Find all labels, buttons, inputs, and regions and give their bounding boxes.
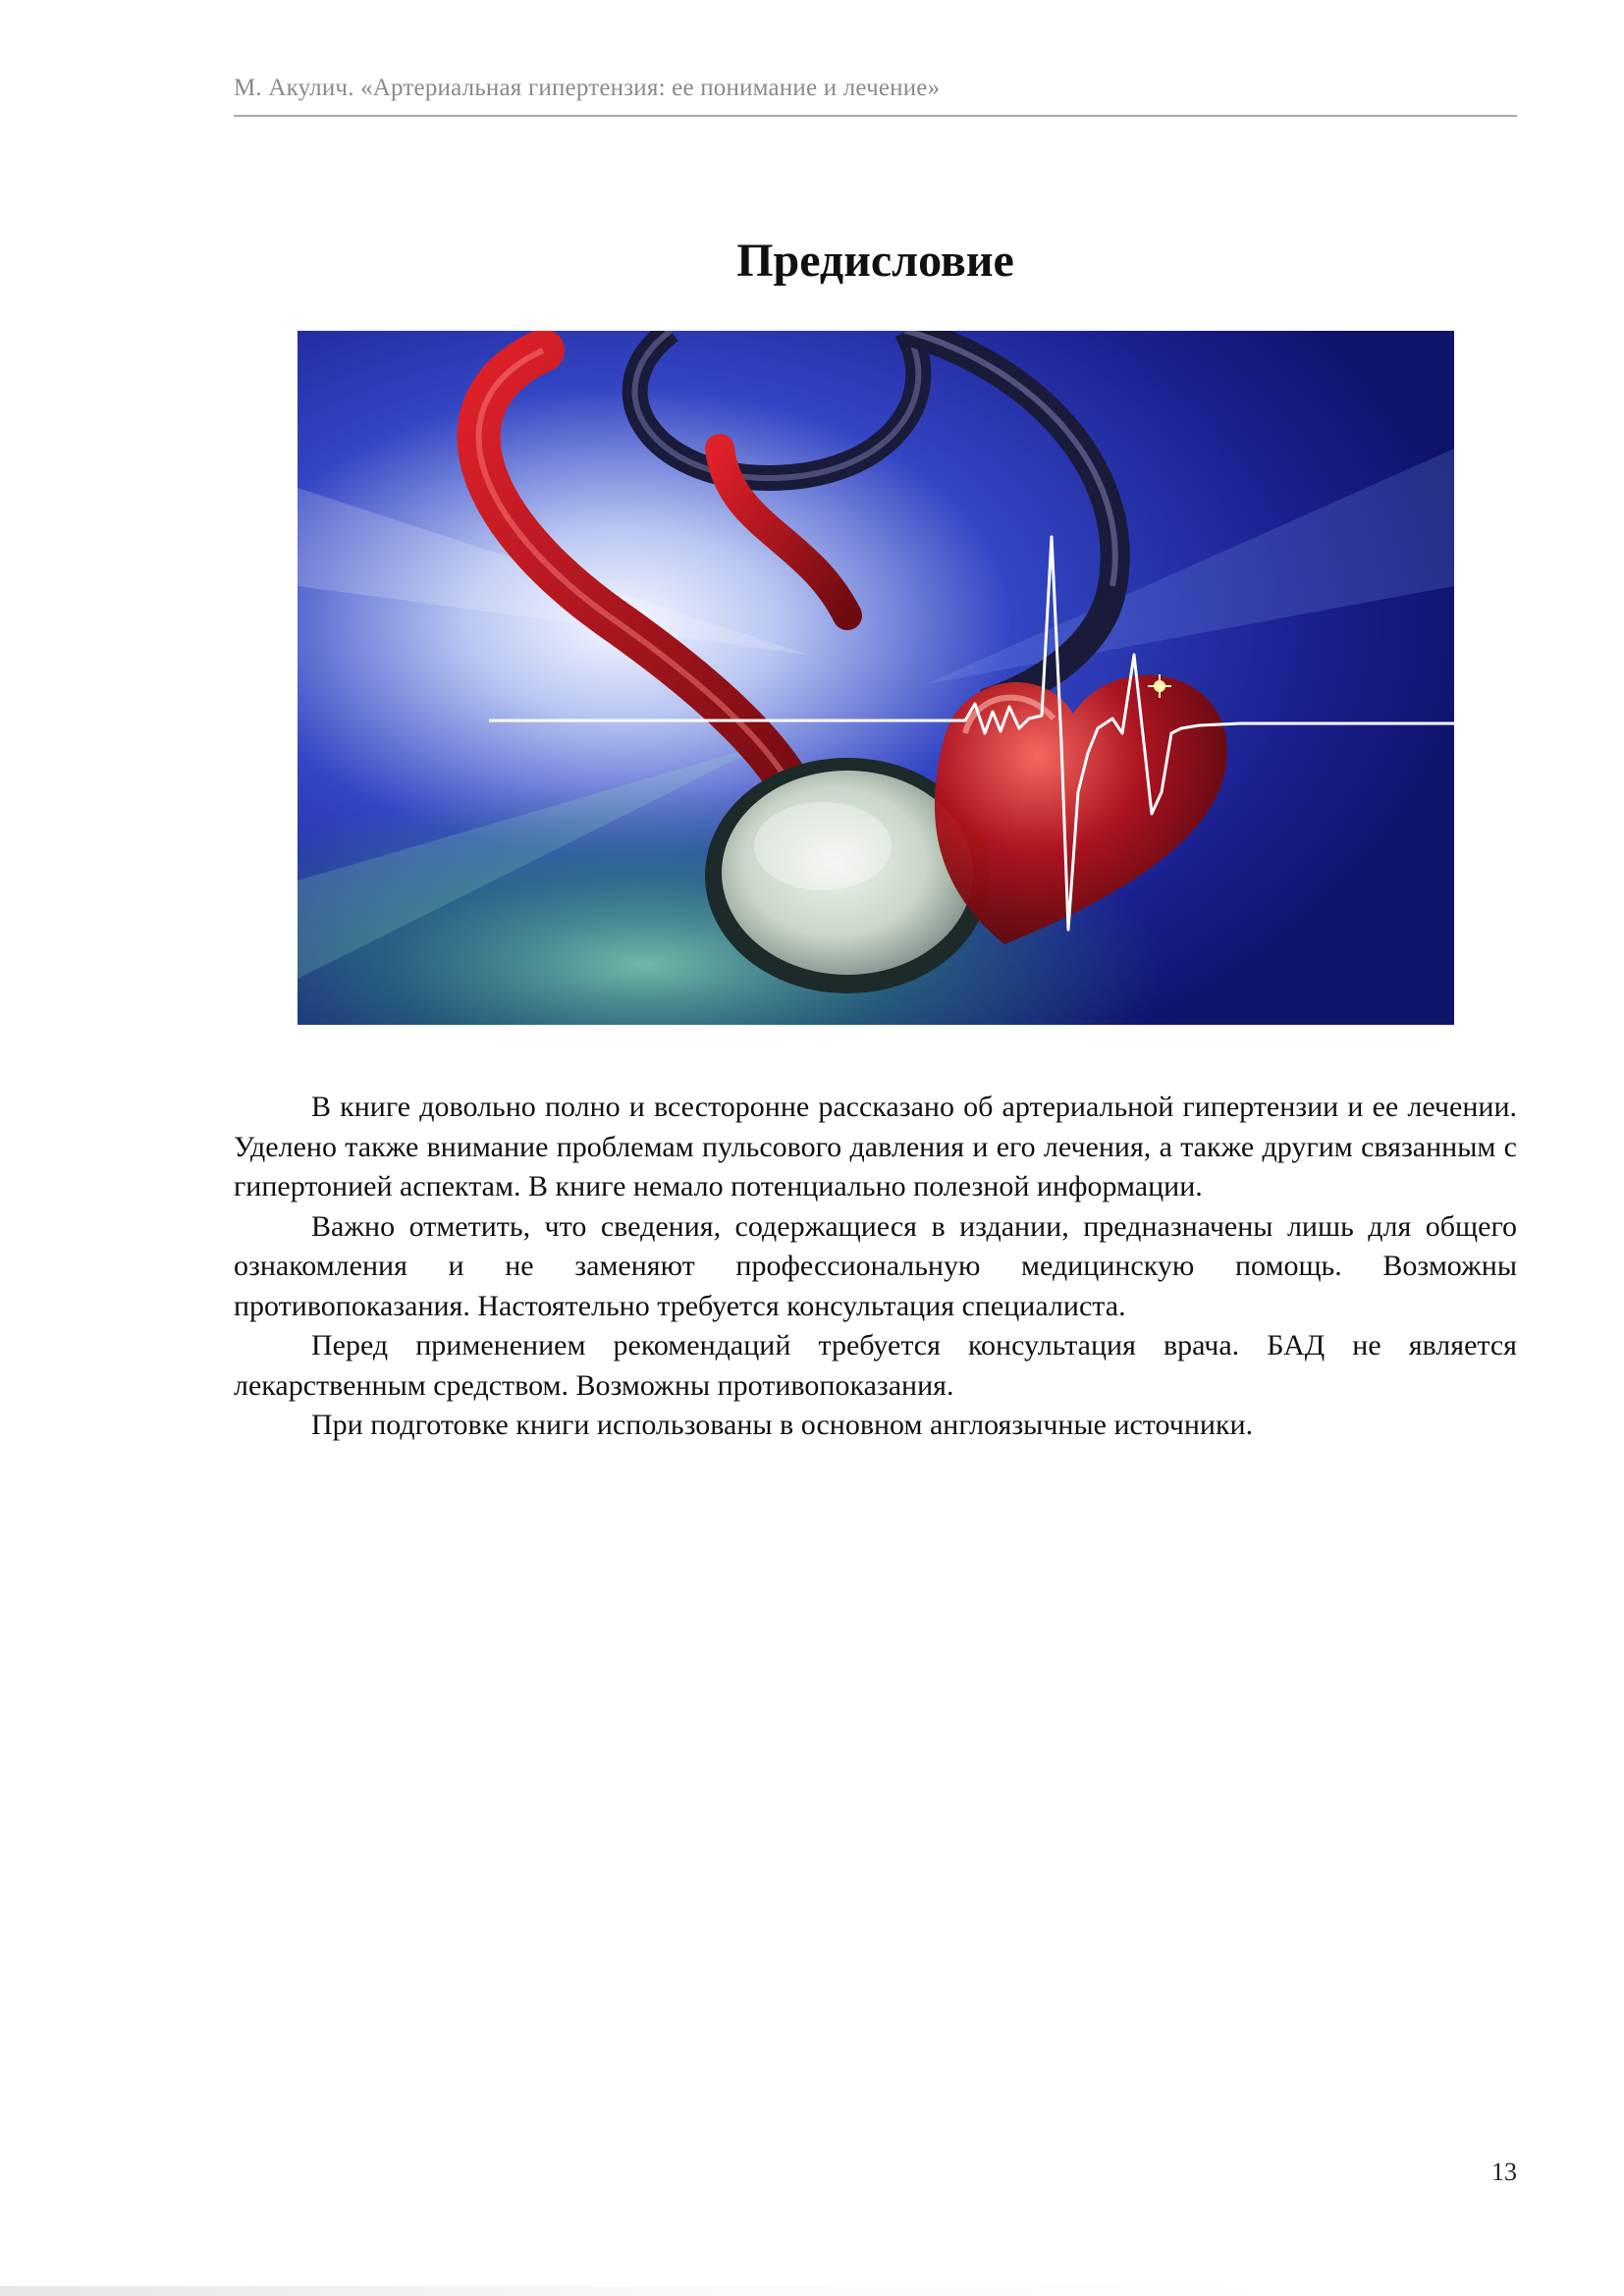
header-rule <box>234 115 1517 117</box>
scan-edge-shadow <box>0 2286 1276 2296</box>
running-header: М. Акулич. «Артериальная гипертензия: ее понимание и лечение» <box>234 75 941 101</box>
paragraph-1: В книге довольно полно и всесторонне рассказано об артериальной гипертензии и ее лечении. Уделено также внимание проблемам пульсового давления и его лечения, а также другим связанным с гипертонией аспектам. В книге немало потенциально полезной информации. <box>234 1091 1517 1202</box>
page-number: 13 <box>1491 2158 1517 2186</box>
paragraph-3: Перед применением рекомендаций требуется консультация врача. БАД не является лекарственным средством. Возможны противопоказания. <box>234 1329 1517 1402</box>
page-title: Предисловие <box>736 235 1014 287</box>
paragraph-4: При подготовке книги использованы в основном англоязычные источники. <box>311 1409 1254 1441</box>
stethoscope-heart-illustration <box>298 331 1454 1025</box>
paragraph-2: Важно отметить, что сведения, содержащиеся в издании, предназначены лишь для общего ознакомления и не заменяют профессиональную медицинскую помощь. Возможны противопоказания. Настоятельно требуется консультация специалиста. <box>234 1209 1517 1322</box>
illustration-svg <box>298 331 1454 1025</box>
preface-text <box>234 1088 1517 1446</box>
